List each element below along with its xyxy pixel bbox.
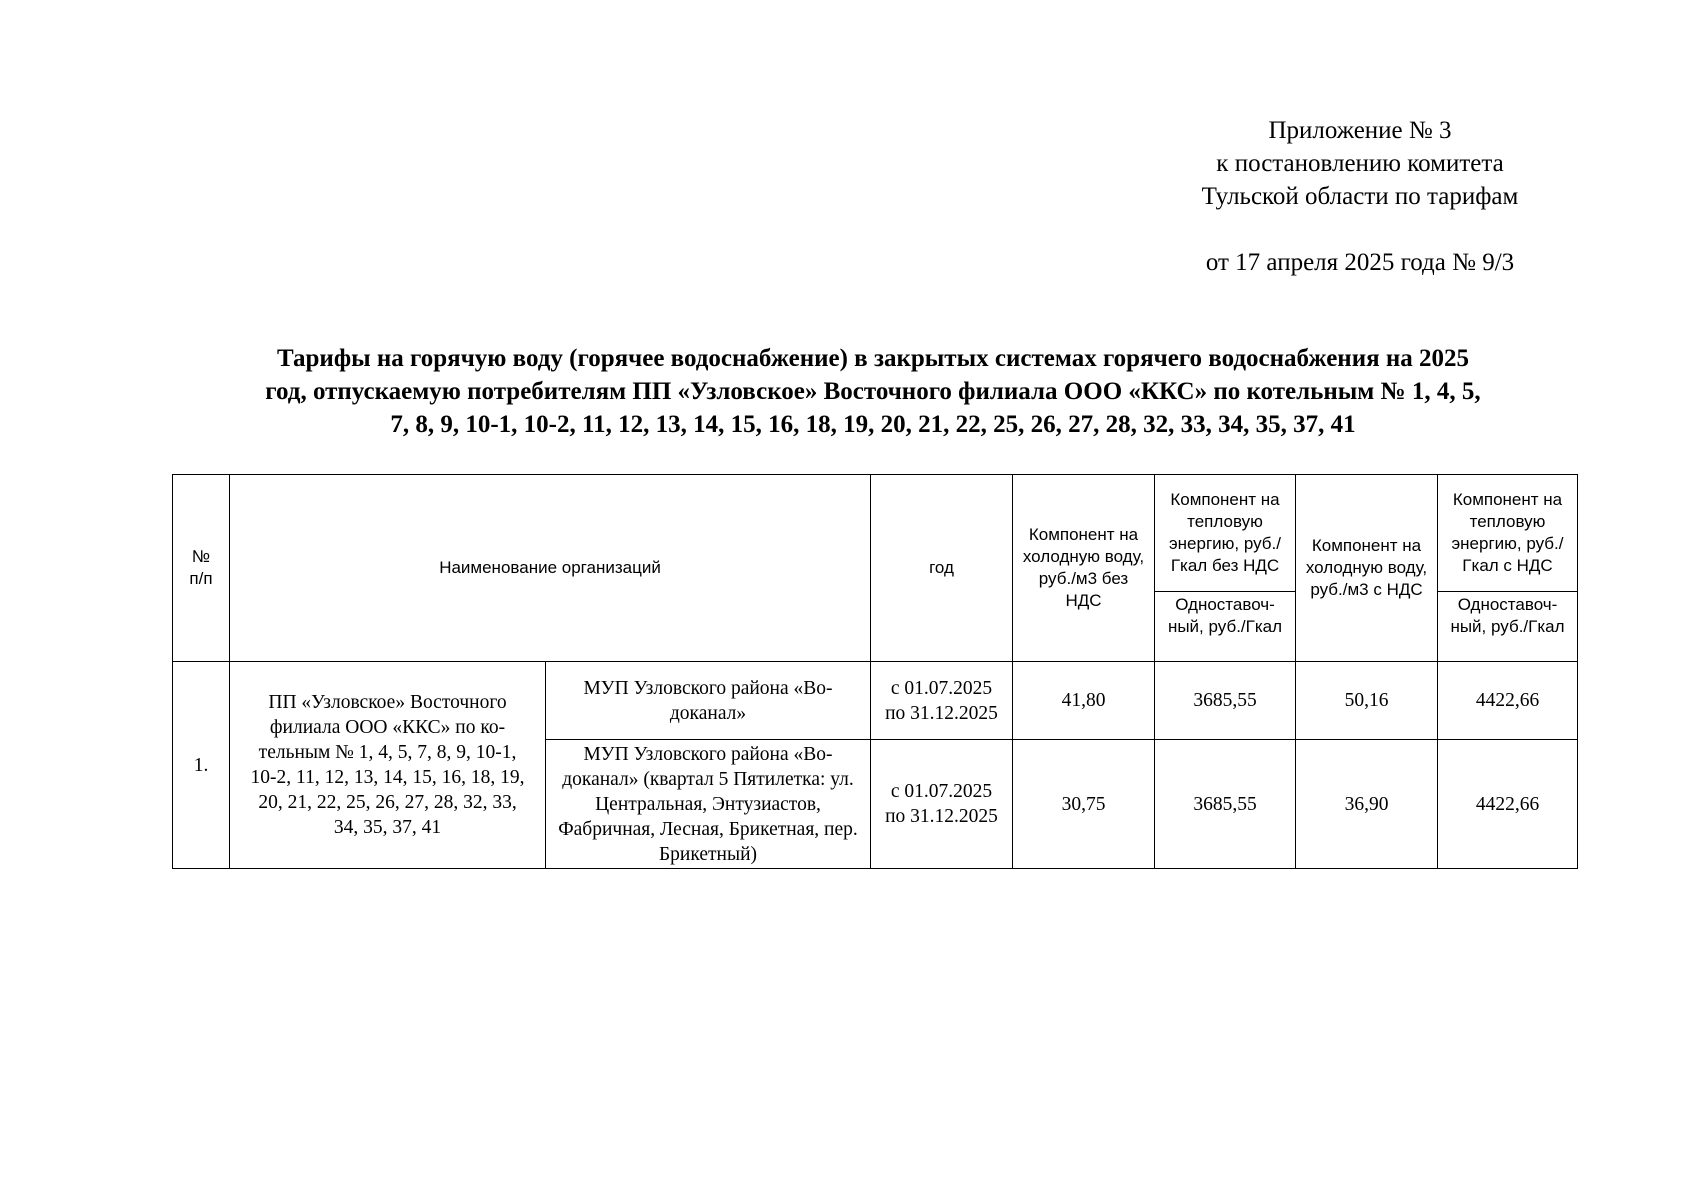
period-start: с 01.07.2025: [890, 781, 993, 802]
appendix-date: от 17 апреля 2025 года № 9/3: [1205, 249, 1515, 276]
row-period: [871, 740, 1013, 869]
header-single-rate-no-vat: Одноставоч-ный, руб./Гкал: [1155, 592, 1296, 662]
header-heat-energy-no-vat: Компонент на тепловую энергию, руб./Гкал без НДС: [1155, 475, 1296, 592]
row-cold-water-no-vat: 41,80: [1013, 662, 1155, 740]
header-number-symbol: №: [191, 547, 211, 566]
row-supplier: МУП Узловского района «Во-доканал»: [546, 662, 871, 740]
header-org-name: Наименование организаций: [230, 475, 871, 662]
row-organization: ПП «Узловское» Восточного филиала ООО «ККС» по ко-тельным № 1, 4, 5, 7, 8, 9, 10-1, 10-2, 11, 12, 13, 14, 15, 16, 18, 19, 20, 21, 22, 25, 26, 27, 28, 32, 33, 34, 35, 37, 41: [230, 662, 546, 869]
header-cold-water-no-vat: Компонент на холодную воду, руб./м3 без НДС: [1013, 475, 1155, 662]
period-end: по 31.12.2025: [885, 806, 998, 827]
row-heat-energy-vat: 4422,66: [1438, 740, 1578, 869]
row-number: 1.: [173, 662, 230, 869]
header-single-rate-vat: Одноставоч-ный, руб./Гкал: [1438, 592, 1578, 662]
header-number: [173, 475, 230, 662]
appendix-reference: к постановлению комитета: [1216, 150, 1504, 177]
row-heat-energy-no-vat: 3685,55: [1155, 662, 1296, 740]
header-number-abbr: п/п: [189, 569, 213, 588]
row-period: [871, 662, 1013, 740]
row-heat-energy-vat: 4422,66: [1438, 662, 1578, 740]
appendix-authority: Тульской области по тарифам: [1201, 183, 1519, 210]
row-cold-water-no-vat: 30,75: [1013, 740, 1155, 869]
period-start: с 01.07.2025: [890, 677, 993, 699]
appendix-number: Приложение № 3: [1268, 117, 1452, 144]
document-title: [168, 342, 1578, 441]
row-cold-water-vat: 50,16: [1296, 662, 1438, 740]
header-year: год: [871, 475, 1013, 662]
title-line-1: Тарифы на горячую воду (горячее водоснабжение) в закрытых системах горячего водоснабжения на 2025: [276, 345, 1470, 372]
row-cold-water-vat: 36,90: [1296, 740, 1438, 869]
tariffs-table: [172, 474, 1578, 869]
row-heat-energy-no-vat: 3685,55: [1155, 740, 1296, 869]
header-cold-water-vat: Компонент на холодную воду, руб./м3 с НДС: [1296, 475, 1438, 662]
table-row: [173, 662, 1578, 740]
header-heat-energy-vat: Компонент на тепловую энергию, руб./Гкал с НДС: [1438, 475, 1578, 592]
title-line-3: 7, 8, 9, 10-1, 10-2, 11, 12, 13, 14, 15, 16, 18, 19, 20, 21, 22, 25, 26, 27, 28, 32, 33, 34, 35, 37, 41: [390, 411, 1356, 438]
period-end: по 31.12.2025: [885, 702, 998, 724]
appendix-block: [1150, 114, 1570, 213]
title-line-2: год, отпускаемую потребителям ПП «Узловское» Восточного филиала ООО «ККС» по котельным № 1, 4, 5,: [265, 378, 1481, 405]
row-supplier: МУП Узловского района «Во-доканал» (квартал 5 Пятилетка: ул. Центральная, Энтузиастов, Фабричная, Лесная, Брикетная, пер. Брикетный): [546, 740, 871, 869]
